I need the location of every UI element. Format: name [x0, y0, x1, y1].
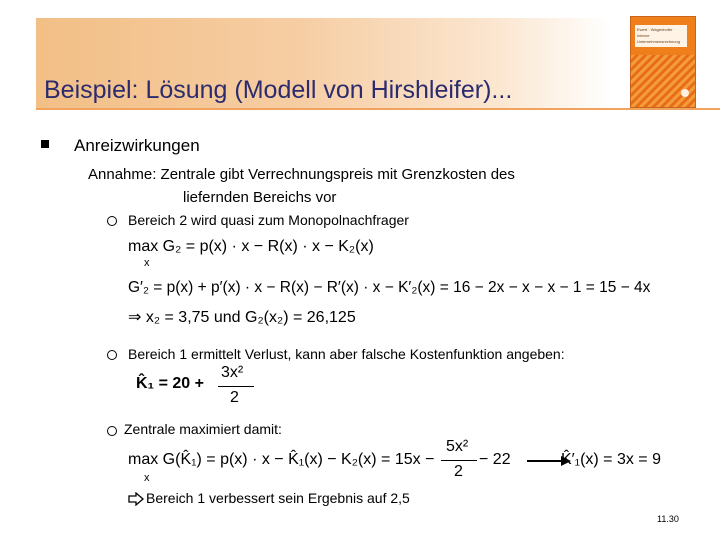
- assumption-line-2: liefernden Bereichs vor: [183, 189, 337, 206]
- assumption-line-1: Annahme: Zentrale gibt Verrechnungspreis mit Grenzkosten des: [88, 166, 515, 183]
- fraction-denominator: 2: [230, 389, 239, 406]
- formula-marginal-cost: K̂′₁(x) = 3x = 9: [561, 451, 661, 468]
- formula-k1-hat: K̂₁ = 20 +: [136, 375, 204, 392]
- fraction-bar: [218, 386, 254, 387]
- formula-max-g2: max G₂ = p(x) · x − R(x) · x − K₂(x): [128, 238, 374, 255]
- fraction-numerator: 3x²: [221, 364, 244, 381]
- slide-title: Beispiel: Lösung (Modell von Hirshleifer)...: [44, 76, 513, 104]
- book-cover-text: Ewert · Wagenhofer: [637, 27, 673, 32]
- right-arrow-icon: [527, 460, 563, 462]
- circle-bullet-icon: [107, 426, 117, 436]
- header-divider: [36, 108, 720, 110]
- section-heading: Anreizwirkungen: [74, 136, 200, 155]
- formula-constant: − 22: [479, 451, 511, 468]
- result-text: Bereich 1 verbessert sein Ergebnis auf 2,5: [146, 490, 410, 506]
- book-cover-pattern: [631, 55, 695, 107]
- circle-bullet-icon: [107, 216, 117, 226]
- hollow-arrow-icon: [128, 492, 144, 506]
- fraction-bar: [441, 460, 477, 461]
- list-item: Bereich 1 ermittelt Verlust, kann aber falsche Kostenfunktion angeben:: [128, 346, 565, 362]
- circle-bullet-icon: [107, 350, 117, 360]
- square-bullet-icon: [41, 140, 49, 148]
- fraction-numerator: 5x²: [446, 438, 469, 455]
- formula-subscript: x: [144, 472, 150, 484]
- book-cover-image: [630, 16, 696, 108]
- formula-max-g: max G(K̂₁) = p(x) · x − K̂₁(x) − K₂(x) = 15x −: [128, 451, 435, 468]
- list-item: Bereich 2 wird quasi zum Monopolnachfrager: [128, 212, 409, 228]
- formula-derivative: G′₂ = p(x) + p′(x) · x − R(x) − R′(x) · x − K′₂(x) = 16 − 2x − x − x − 1 = 15 − 4x: [128, 279, 651, 296]
- fraction-denominator: 2: [454, 463, 463, 480]
- page-number: 11.30: [657, 514, 679, 524]
- book-cover-text: Interne: [637, 33, 650, 38]
- book-cover-text: Unternehmensrechnung: [637, 39, 680, 44]
- formula-optimum: ⇒ x₂ = 3,75 und G₂(x₂) = 26,125: [128, 309, 356, 326]
- formula-subscript: x: [144, 257, 150, 269]
- publisher-logo-icon: [681, 89, 689, 97]
- list-item: Zentrale maximiert damit:: [124, 421, 282, 437]
